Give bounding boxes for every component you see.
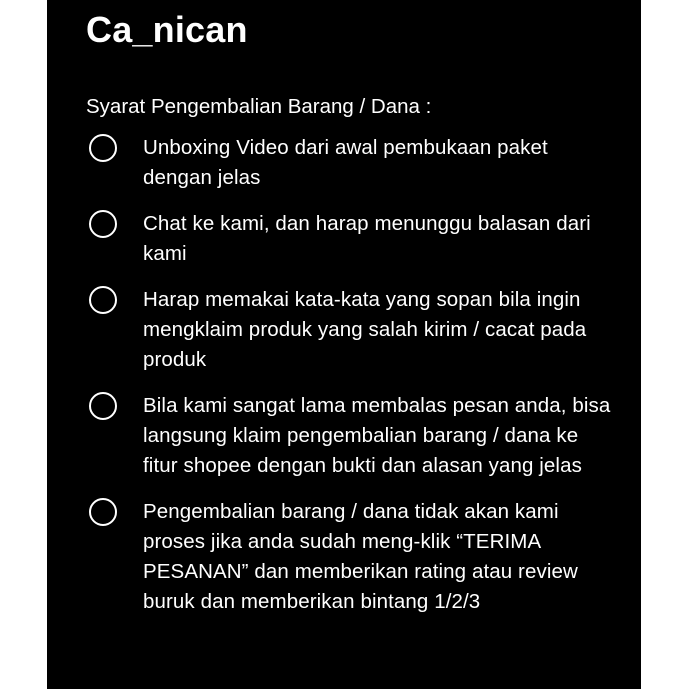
unchecked-circle-icon[interactable] bbox=[89, 286, 117, 314]
page-title: Ca_nican bbox=[86, 9, 248, 50]
checklist-item-2 bbox=[87, 209, 617, 269]
checklist-item-4 bbox=[87, 391, 617, 481]
checklist-item-text: Pengembalian barang / dana tidak akan kami proses jika anda sudah meng-klik “TERIMA PESANAN” dan memberikan rating atau review buruk dan memberikan bintang 1/2/3 bbox=[143, 500, 578, 613]
note-screen bbox=[47, 0, 641, 689]
section-heading: Syarat Pengembalian Barang / Dana : bbox=[86, 95, 432, 118]
checklist bbox=[87, 133, 617, 617]
unchecked-circle-icon[interactable] bbox=[89, 210, 117, 238]
checklist-item-3 bbox=[87, 285, 617, 375]
checklist-item-text: Bila kami sangat lama membalas pesan anda, bisa langsung klaim pengembalian barang / dana ke fitur shopee dengan bukti dan alasan yang jelas bbox=[143, 394, 611, 477]
checklist-item-text: Unboxing Video dari awal pembukaan paket dengan jelas bbox=[143, 136, 548, 189]
unchecked-circle-icon[interactable] bbox=[89, 392, 117, 420]
unchecked-circle-icon[interactable] bbox=[89, 498, 117, 526]
unchecked-circle-icon[interactable] bbox=[89, 134, 117, 162]
checklist-item-5 bbox=[87, 497, 617, 617]
checklist-item-text: Chat ke kami, dan harap menunggu balasan dari kami bbox=[143, 212, 591, 265]
checklist-item-text: Harap memakai kata-kata yang sopan bila ingin mengklaim produk yang salah kirim / cacat pada produk bbox=[143, 288, 587, 371]
checklist-item-1 bbox=[87, 133, 617, 193]
